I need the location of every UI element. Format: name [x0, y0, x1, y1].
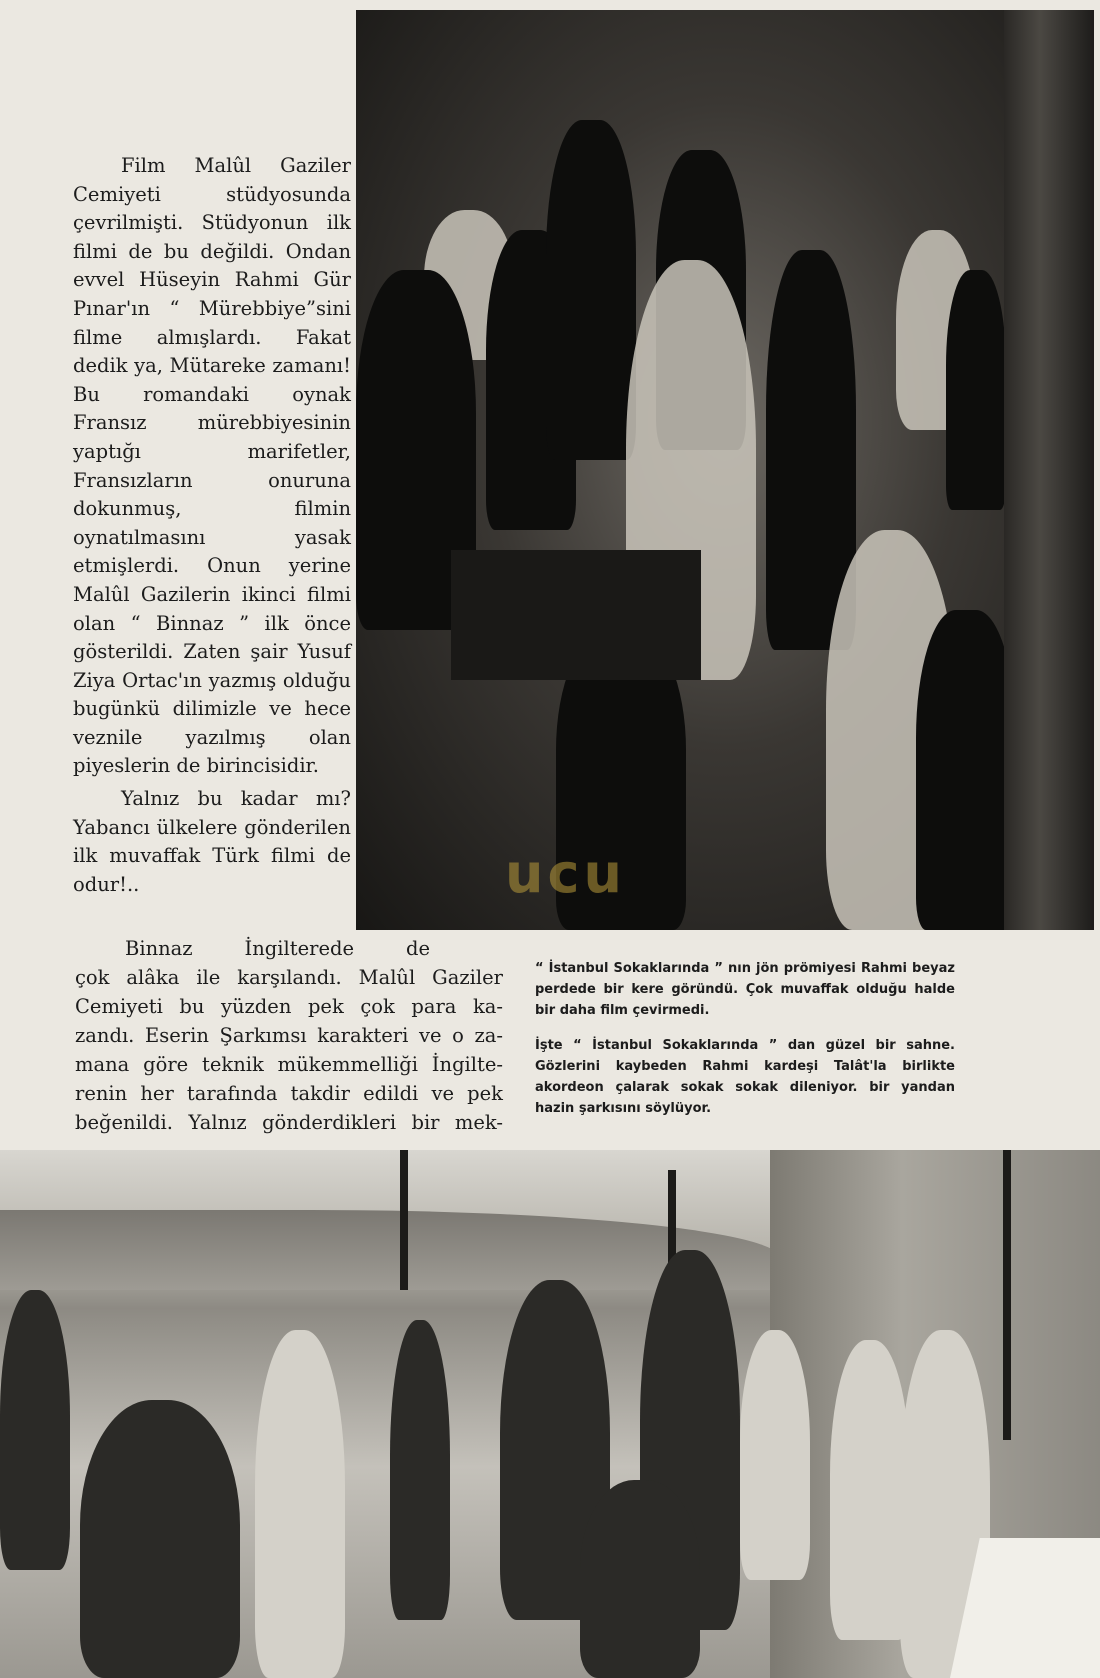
watermark: ucu — [505, 842, 626, 905]
article-line: renin her tarafında takdir edildi ve pek — [75, 1082, 503, 1105]
article-column — [73, 152, 351, 899]
photo-figure — [0, 1290, 70, 1570]
article-line: Cemiyeti bu yüzden pek çok para ka- — [75, 995, 503, 1018]
photo-figure — [580, 1480, 700, 1678]
photo-figure — [80, 1400, 240, 1678]
street-scene-photo — [0, 1150, 1100, 1678]
article-line: zandı. Eserin Şarkımsı karakteri ve o za- — [75, 1024, 503, 1047]
photo-figure — [830, 1340, 910, 1640]
article-line: Binnaz İngilterede de — [125, 937, 430, 960]
photo-figure — [916, 610, 1016, 930]
article-line: beğenildi. Yalnız gönderdikleri bir mek- — [75, 1111, 503, 1134]
photo-curtain — [1004, 10, 1094, 930]
article-line: mana göre teknik mükemmelliği İngilte- — [75, 1053, 503, 1076]
photo-figure — [390, 1320, 450, 1620]
photo-figure — [946, 270, 1006, 510]
caption-bottom-photo: İşte “ İstanbul Sokaklarında ” dan güzel bir sahne. Gözlerini kaybeden Rahmi kardeşi Talât'la birlikte akordeon çalarak sokak sokak dileniyor. bir yandan hazin şarkısını söylüyor. — [535, 1038, 955, 1116]
photo-figure — [255, 1330, 345, 1678]
article-continuation — [75, 934, 503, 1137]
article-line: çok alâka ile karşılandı. Malûl Gaziler — [75, 966, 503, 989]
caption-top-photo: “ İstanbul Sokaklarında ” nın jön prömiyesi Rahmi beyaz perdede bir kere göründü. Çok muvaffak olduğu halde bir daha film çevirmedi. — [535, 961, 955, 1018]
article-paragraph: Film Malûl Gaziler Cemiyeti stüdyosunda çevrilmişti. Stüdyonun ilk filmi de bu değildi. Ondan evvel Hüseyin Rahmi Gür Pınar'ın “ Mürebbiye”sini filme almışlardı. Fakat dedik ya, Mütareke zamanı! Bu romandaki oynak Fransız mürebbiyesinin yaptığı marifetler, Fransızların onuruna dokunmuş, filmin oynatılmasını yasak etmişlerdi. Onun yerine Malûl Gazilerin ikinci filmi olan “ Binnaz ” ilk önce gösterildi. Zaten şair Yusuf Ziya Ortac'ın yazmış olduğu bugünkü dilimizle ve hece veznile yazılmış olan piyeslerin de birincisidir. — [73, 154, 351, 778]
photo-figure — [740, 1330, 810, 1580]
photo-figure — [546, 120, 636, 460]
photo-captions — [535, 958, 955, 1119]
photo-table — [451, 550, 701, 680]
article-paragraph: Yalnız bu kadar mı? Yabancı ülkelere gönderilen ilk muvaffak Türk filmi de odur!.. — [73, 787, 351, 896]
photo-pole — [1003, 1150, 1011, 1440]
party-scene-photo — [356, 10, 1094, 930]
photo-pole — [400, 1150, 408, 1290]
